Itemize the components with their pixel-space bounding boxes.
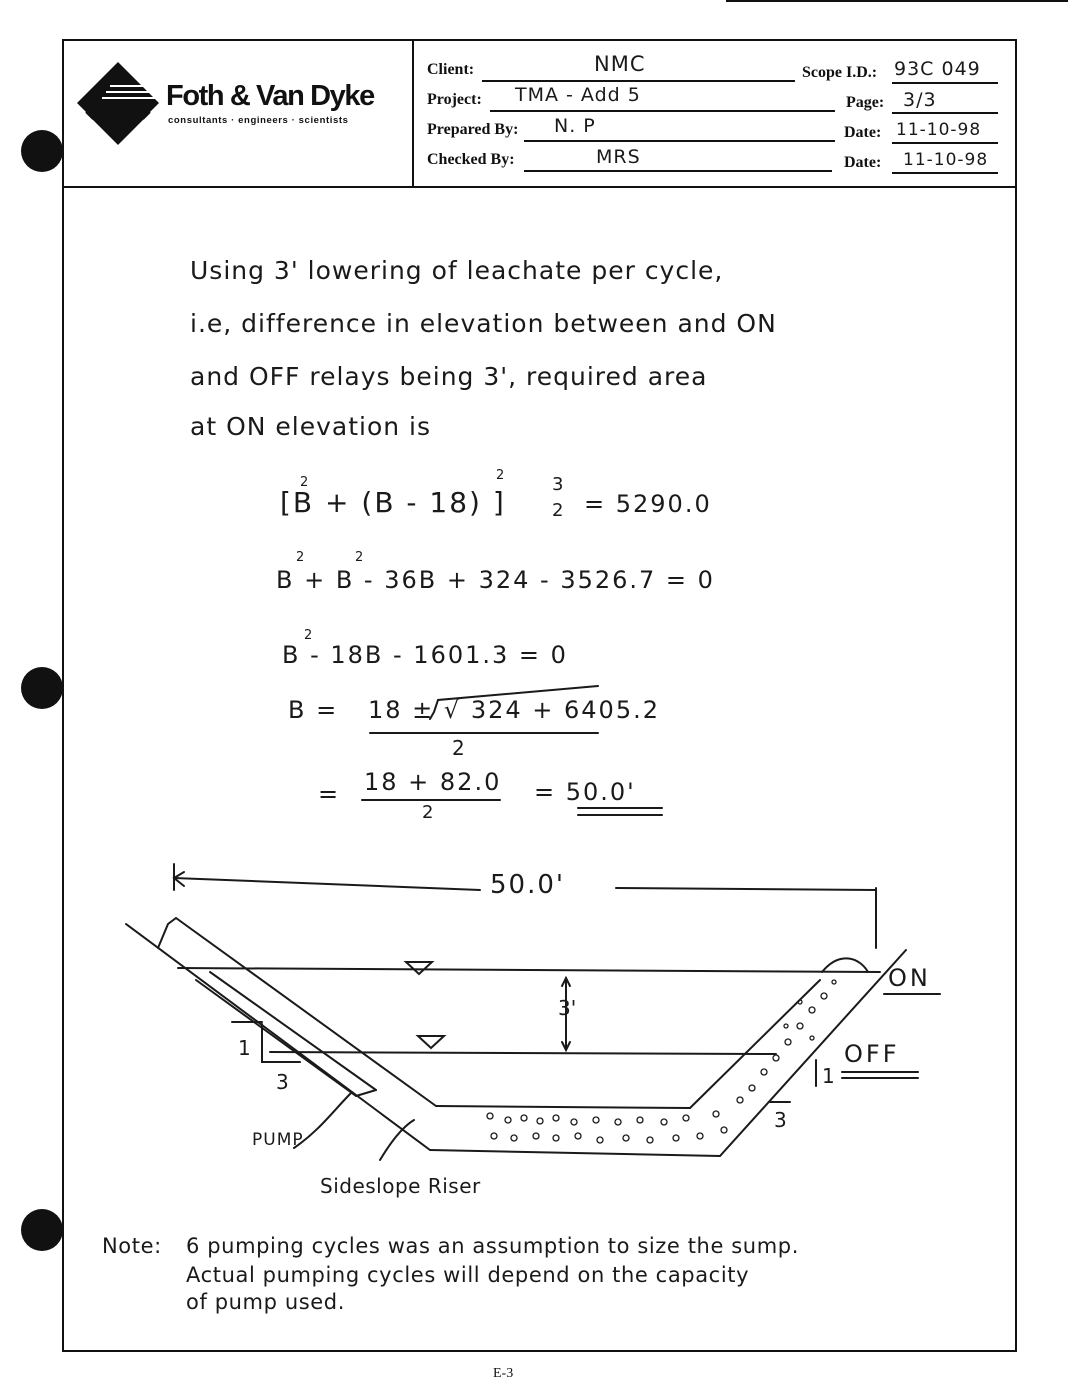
- date-checked-value: 11-10-98: [903, 150, 989, 170]
- equation-2: B + B - 36B + 324 - 3526.7 = 0: [276, 566, 715, 594]
- checked-by-value: MRS: [596, 146, 641, 168]
- note-line-1: 6 pumping cycles was an assumption to size the sump.: [186, 1234, 799, 1258]
- date-label-prepared: Date:: [844, 124, 882, 141]
- equation-2-exp-b: 2: [355, 550, 366, 565]
- equation-3-exp: 2: [304, 628, 315, 643]
- header-divider: [64, 186, 1015, 188]
- equation-1-b-exponent: 2: [300, 475, 311, 490]
- date-prepared-value: 11-10-98: [896, 120, 982, 140]
- binder-hole-top: [21, 130, 63, 172]
- checked-by-label: Checked By:: [427, 151, 515, 168]
- company-tagline: consultants · engineers · scientists: [168, 115, 349, 126]
- pump-label: PUMP: [252, 1130, 304, 1150]
- scope-id-label: Scope I.D.:: [802, 64, 878, 81]
- equation-5-denominator: 2: [422, 802, 436, 823]
- date-prepared-underline: [892, 142, 998, 144]
- left-slope-run: 3: [276, 1070, 289, 1094]
- right-slope-run: 3: [774, 1108, 787, 1132]
- logo-divider: [412, 41, 414, 186]
- note-line-2: Actual pumping cycles will depend on the capacity: [186, 1263, 750, 1287]
- equation-1-paren-exponent: 2: [496, 468, 507, 483]
- binder-hole-middle: [21, 667, 63, 709]
- equation-1: [B + (B - 18) ]: [280, 486, 506, 519]
- page-reference: E-3: [493, 1366, 514, 1381]
- equation-3: B - 18B - 1601.3 = 0: [282, 641, 568, 669]
- equation-1-rhs: = 5290.0: [584, 490, 712, 518]
- prepared-by-value: N. P: [554, 115, 596, 137]
- page-underline: [892, 112, 998, 114]
- left-slope-rise: 1: [238, 1036, 251, 1060]
- company-name: Foth & Van Dyke: [166, 80, 374, 112]
- equation-4-lhs: B =: [288, 696, 339, 724]
- date-checked-underline: [892, 172, 998, 174]
- off-level-label: OFF: [844, 1040, 900, 1068]
- project-underline: [490, 110, 835, 112]
- equation-4-numerator: 18 ± √ 324 + 6405.2: [368, 696, 660, 724]
- checked-by-underline: [524, 170, 832, 172]
- right-slope-rise: 1: [822, 1064, 835, 1088]
- prepared-by-underline: [524, 140, 835, 142]
- top-edge-rule: [726, 0, 1068, 2]
- binder-hole-bottom: [21, 1209, 63, 1251]
- project-value: TMA - Add 5: [515, 84, 641, 106]
- project-label: Project:: [427, 91, 482, 108]
- date-label-checked: Date:: [844, 154, 882, 171]
- depth-dimension-label: 3': [558, 996, 577, 1020]
- sideslope-riser-label: Sideslope Riser: [320, 1174, 481, 1198]
- equation-1-frac-num: 3: [552, 474, 566, 495]
- client-underline: [482, 80, 795, 82]
- prepared-by-label: Prepared By:: [427, 121, 519, 138]
- client-value: NMC: [594, 52, 646, 76]
- width-dimension-label: 50.0': [490, 870, 566, 900]
- page-label: Page:: [846, 94, 885, 111]
- page-value: 3/3: [903, 89, 937, 111]
- note-line-3: of pump used.: [186, 1290, 345, 1314]
- body-line-3: and OFF relays being 3', required area: [190, 362, 708, 391]
- equation-1-frac-den: 2: [552, 500, 566, 521]
- on-level-label: ON: [888, 964, 931, 992]
- body-line-4: at ON elevation is: [190, 412, 432, 441]
- scope-id-value: 93C 049: [894, 58, 981, 80]
- body-line-1: Using 3' lowering of leachate per cycle,: [190, 256, 724, 285]
- scope-id-underline: [892, 82, 998, 84]
- equation-2-exp-a: 2: [296, 550, 307, 565]
- equation-5-equals: =: [318, 780, 341, 808]
- equation-4-denominator: 2: [452, 736, 467, 760]
- note-lead: Note:: [102, 1234, 162, 1258]
- equation-5-numerator: 18 + 82.0: [364, 768, 502, 796]
- client-label: Client:: [427, 61, 475, 78]
- body-line-2: i.e, difference in elevation between and ON: [190, 309, 777, 338]
- equation-5-result: = 50.0': [534, 778, 636, 806]
